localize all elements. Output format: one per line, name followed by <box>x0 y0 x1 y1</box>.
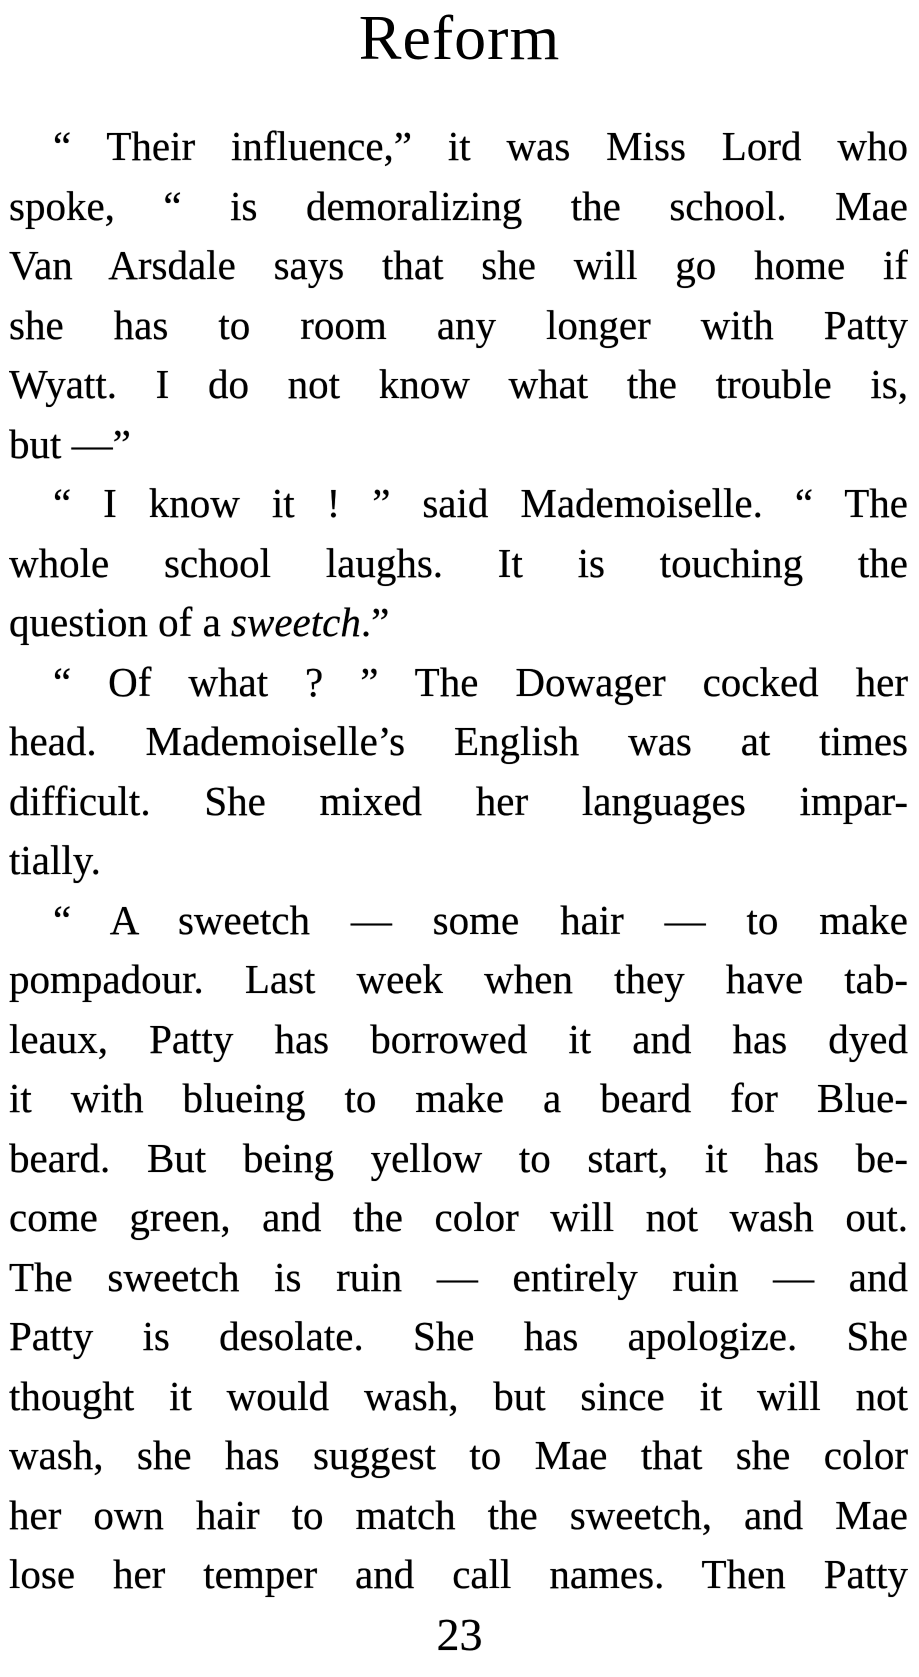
text-line: The sweetch is ruin — entirely ruin — and <box>9 1253 908 1300</box>
text-line: lose her temper and call names. Then Patty <box>9 1551 908 1597</box>
text-line: spoke, “ is demoralizing the school. Mae <box>9 182 908 229</box>
text-line: Wyatt. I do not know what the trouble is, <box>9 361 908 407</box>
text-line: wash, she has suggest to Mae that she color <box>9 1432 908 1478</box>
text-line: difficult. She mixed her languages impar- <box>9 777 908 824</box>
text-line: Van Arsdale says that she will go home if <box>9 242 908 288</box>
chapter-title: Reform <box>358 2 561 73</box>
text-line: “ I know it ! ” said Mademoiselle. “ The <box>53 480 908 526</box>
text-line: she has to room any longer with Patty <box>9 301 908 348</box>
text-line: Patty is desolate. She has apologize. She <box>9 1313 908 1359</box>
text-line: thought it would wash, but since it will not <box>9 1372 908 1419</box>
text-line: “ Of what ? ” The Dowager cocked her <box>53 658 908 705</box>
text-line: pompadour. Last week when they have tab- <box>9 956 908 1002</box>
text-block <box>9 117 908 1605</box>
text-line: head. Mademoiselle’s English was at times <box>9 718 908 764</box>
text-line: question of a sweetch.” <box>9 599 390 645</box>
text-line: her own hair to match the sweetch, and Mae <box>9 1491 908 1538</box>
text-line: “ A sweetch — some hair — to make <box>53 896 908 943</box>
page-number: 23 <box>436 1609 483 1660</box>
text-line: tially. <box>9 837 101 883</box>
text-line: come green, and the color will not wash out. <box>9 1194 908 1240</box>
text-line: beard. But being yellow to start, it has be- <box>9 1134 908 1181</box>
text-line: “ Their influence,” it was Miss Lord who <box>53 123 908 169</box>
text-line: it with blueing to make a beard for Blue- <box>9 1075 908 1121</box>
text-line: leaux, Patty has borrowed it and has dyed <box>9 1015 908 1062</box>
text-line: whole school laughs. It is touching the <box>9 539 908 586</box>
text-line: but —” <box>9 420 131 467</box>
